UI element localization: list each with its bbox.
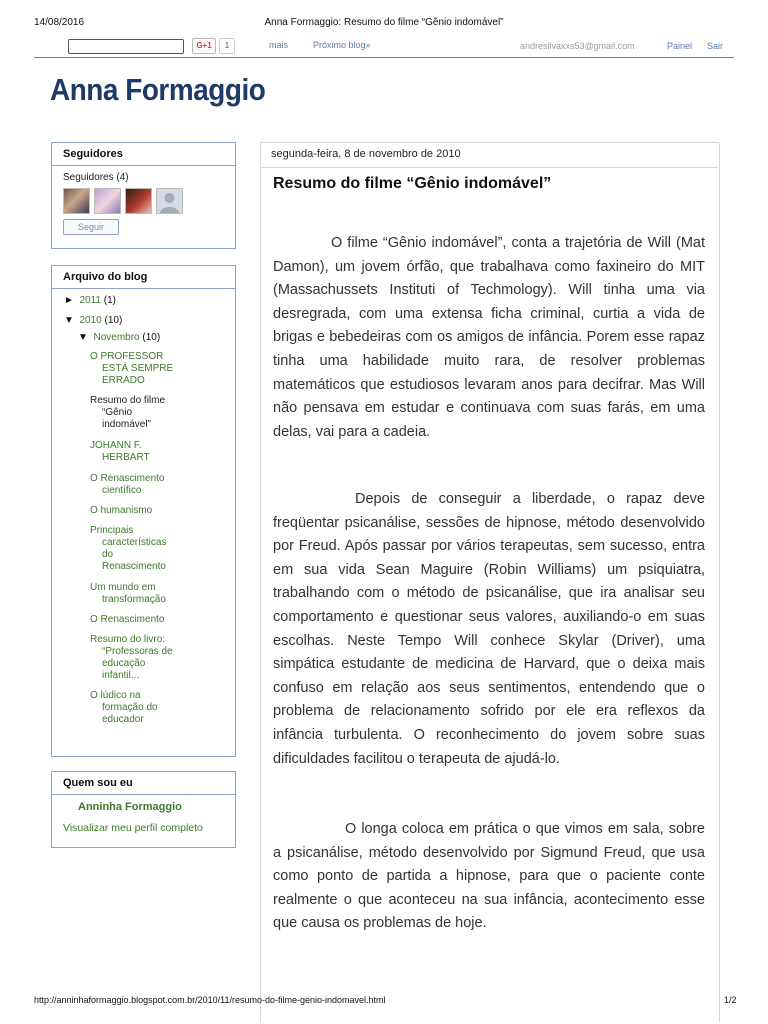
archive-post-link[interactable]: O PROFESSOR ESTÁ SEMPRE ERRADO	[90, 351, 174, 386]
follower-avatar[interactable]	[125, 188, 152, 214]
more-link[interactable]: mais	[269, 40, 289, 50]
archive-post-link[interactable]: O lúdico na formação do educador	[90, 690, 158, 725]
follower-avatar-default[interactable]	[156, 188, 183, 214]
print-title: Anna Formaggio: Resumo do filme “Gênio indomável”	[264, 17, 504, 28]
archive-month-link[interactable]: Novembro	[93, 332, 140, 343]
archive-year-2011[interactable]	[64, 295, 116, 306]
user-silhouette-icon	[157, 189, 182, 213]
post-title: Resumo do filme “Gênio indomável”	[273, 175, 552, 192]
post-date: segunda-feira, 8 de novembro de 2010	[271, 148, 461, 160]
post-paragraph: Depois de conseguir a liberdade, o rapaz deve freqüentar psicanálise, sessões de hipnose, método desenvolvido por Freud. Após passar por vários terapeutas, sem sucesso, entra em sua vida Sean Maguire (Robin Williams) um psiquiatra, trabalhando com o método de psicanálise, que ira analisar seu comportamento e questionar seus valores, auxiliando-o em suas escolhas. Neste Tempo Will conhece Skylar (Driver), uma simpática estudante de medicina de Harvard, que o deixa mais confuso em relação aos seus sentimentos, entendendo que o problema de relacionamento sofrido por ele era reflexos da infância turbulenta. O reconhecimento do jovem sobre suas dificuldades facilitou o terapeuta de ajudá-lo.	[273, 491, 705, 767]
blog-title[interactable]: Anna Formaggio	[50, 72, 266, 107]
archive-year-2010[interactable]	[64, 315, 122, 326]
archive-year-link[interactable]: 2010	[79, 315, 102, 326]
about-heading: Quem sou eu	[52, 772, 235, 795]
archive-post-current: Resumo do filme “Gênio indomável”	[90, 395, 166, 430]
archive-month-count: (10)	[142, 332, 161, 343]
post-paragraph: O filme “Gênio indomável”, conta a trajetória de Will (Mat Damon), um jovem órfão, que trabalhava como faxineiro do MIT (Massachussets Instituti of Techmology). Will tinha uma via desregrada, com uma extensa ficha criminal, curtia a vida de brigas e bebedeiras com os amigos de infância. Porem esse rapaz tinha uma habilidade muito rara, de resolver problemas matemáticos que estudiosos levaram anos para decifrar. Mas Will não pensava em estudar e continuava com suas farás, em uma delas, vai para a cadeia.	[273, 235, 705, 440]
archive-post-link[interactable]: O Renascimento	[90, 614, 165, 625]
archive-month-novembro[interactable]	[78, 332, 160, 343]
followers-heading: Seguidores	[52, 143, 235, 166]
archive-post-link[interactable]: O humanismo	[90, 505, 153, 516]
archive-post-link[interactable]: Resumo do livro: “Professoras de educação infantil...	[90, 634, 173, 681]
archive-post-link[interactable]: Principais características do Renascimento	[90, 525, 167, 572]
user-email: andresilvaxxs53@gmail.com	[520, 41, 635, 51]
post-paragraph: O longa coloca em prática o que vimos em sala, sobre a psicanálise, método desenvolvido por Sigmund Freud, que usa como ponto de partida a hipnose, para que o paciente conte realmente o que aconteceu na sua infância, acontecimento esse que causa os problemas de hoje.	[273, 821, 705, 932]
archive-year-link[interactable]: 2011	[79, 295, 101, 306]
profile-name-link[interactable]: Anninha Formaggio	[78, 801, 182, 813]
collapse-arrow-icon[interactable]: ▼	[64, 315, 74, 326]
google-plus-button[interactable]: G+1	[192, 38, 216, 54]
view-profile-link[interactable]: Visualizar meu perfil completo	[63, 822, 203, 834]
next-blog-link[interactable]: Próximo blog»	[313, 40, 371, 50]
archive-post-link[interactable]: O Renascimento científico	[90, 473, 165, 496]
follower-avatar[interactable]	[63, 188, 90, 214]
print-url: http://anninhaformaggio.blogspot.com.br/2010/11/resumo-do-filme-genio-indomavel.html	[34, 995, 386, 1005]
follower-avatar[interactable]	[94, 188, 121, 214]
navbar-search-input[interactable]	[68, 39, 184, 54]
archive-year-count: (1)	[103, 295, 116, 306]
signout-link[interactable]: Sair	[707, 41, 724, 51]
archive-heading: Arquivo do blog	[52, 266, 235, 289]
collapse-arrow-icon[interactable]: ▼	[78, 332, 88, 343]
followers-count: Seguidores (4)	[63, 172, 129, 183]
expand-arrow-icon[interactable]: ►	[64, 295, 74, 306]
follow-button[interactable]: Seguir	[63, 219, 119, 235]
google-plus-count: 1	[219, 38, 235, 54]
dashboard-link[interactable]: Painel	[667, 41, 693, 51]
print-page-number: 1/2	[724, 995, 737, 1005]
print-date: 14/08/2016	[34, 17, 85, 28]
archive-post-link[interactable]: JOHANN F. HERBART	[90, 440, 150, 463]
archive-year-count: (10)	[104, 315, 123, 326]
archive-post-link[interactable]: Um mundo em transformação	[90, 582, 166, 605]
